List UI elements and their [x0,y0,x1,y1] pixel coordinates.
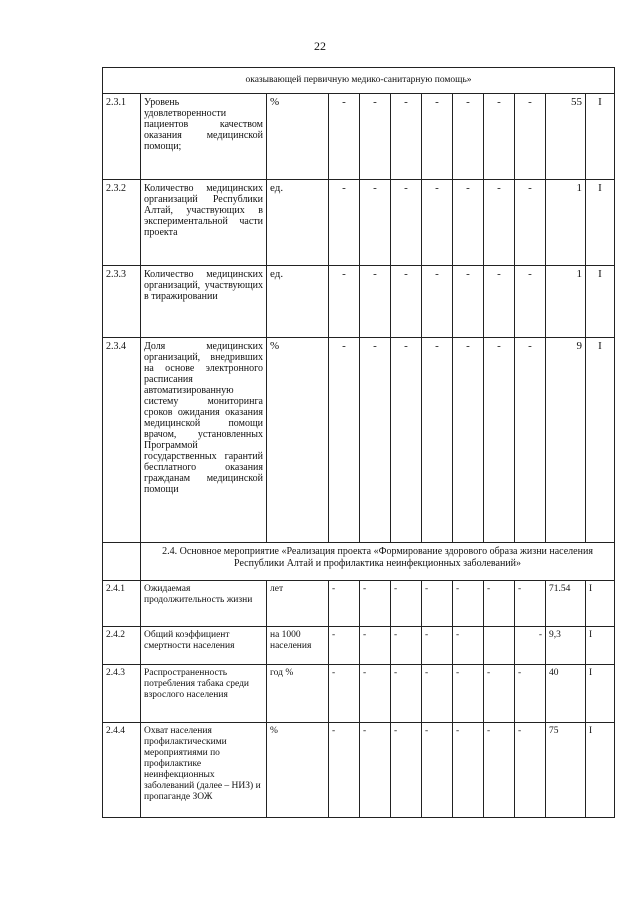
year-value: - [453,338,484,543]
category: I [586,581,615,627]
year-value: - [453,723,484,818]
row-name: Ожидаемая продолжительность жизни [141,581,267,627]
year-value: - [329,627,360,665]
year-value: - [329,581,360,627]
row-unit: год % [267,665,329,723]
year-value: - [422,338,453,543]
year-value: - [515,266,546,338]
year-value: - [422,94,453,180]
target-value: 9 [546,338,586,543]
target-value: 1 [546,180,586,266]
year-value: - [515,723,546,818]
year-value: - [329,94,360,180]
row-number: 2.3.3 [103,266,141,338]
year-value: - [391,581,422,627]
year-value: - [391,266,422,338]
year-value: - [453,665,484,723]
year-value: - [515,627,546,665]
table-row [103,581,615,627]
year-value: - [360,94,391,180]
year-value: - [484,266,515,338]
target-value: 75 [546,723,586,818]
row-unit: % [267,338,329,543]
table-row [103,627,615,665]
target-value: 55 [546,94,586,180]
year-value: - [360,581,391,627]
row-name: Доля медицинских организаций, внедривших на основе электронного расписания автоматизированную систему мониторинга сроков ожидания оказания медицинской помощи врачом, установленных Программой государственных гарантий бесплатного оказания гражданам медицинской помощи [141,338,267,543]
year-value: - [360,627,391,665]
year-value: - [391,723,422,818]
year-value: - [329,266,360,338]
year-value: - [484,94,515,180]
section-header-row [103,543,615,581]
row-number: 2.4.2 [103,627,141,665]
section-title: 2.4. Основное мероприятие «Реализация проекта «Формирование здорового образа жизни населения Республики Алтай и профилактика неинфекционных заболеваний» [141,543,615,581]
year-value: - [422,723,453,818]
row-unit: на 1000 населения [267,627,329,665]
row-number: 2.3.4 [103,338,141,543]
category: I [586,180,615,266]
year-value: - [453,581,484,627]
row-number: 2.4.1 [103,581,141,627]
section-header-row [103,68,615,94]
year-value: - [484,338,515,543]
year-value [484,627,515,665]
row-unit: лет [267,581,329,627]
year-value: - [329,665,360,723]
category: I [586,723,615,818]
year-value: - [515,180,546,266]
year-value: - [391,665,422,723]
row-unit: % [267,723,329,818]
row-unit: ед. [267,266,329,338]
year-value: - [484,723,515,818]
row-number: 2.4.3 [103,665,141,723]
indicators-table [102,67,615,818]
target-value: 1 [546,266,586,338]
page-number: 22 [314,39,326,53]
year-value: - [515,338,546,543]
year-value: - [453,627,484,665]
category: I [586,665,615,723]
row-name: Количество медицинских организаций Республики Алтай, участвующих в экспериментальной части проекта [141,180,267,266]
row-number: 2.4.4 [103,723,141,818]
year-value: - [453,180,484,266]
year-value: - [484,665,515,723]
target-value: 71.54 [546,581,586,627]
year-value: - [391,627,422,665]
row-number: 2.3.2 [103,180,141,266]
year-value: - [422,665,453,723]
category: I [586,338,615,543]
table-row [103,723,615,818]
year-value: - [360,723,391,818]
row-name: Распространенность потребления табака среди взрослого населения [141,665,267,723]
row-unit: ед. [267,180,329,266]
year-value: - [422,180,453,266]
year-value: - [360,180,391,266]
target-value: 9,3 [546,627,586,665]
year-value: - [329,180,360,266]
year-value: - [360,338,391,543]
table-row [103,338,615,543]
year-value: - [484,581,515,627]
year-value: - [515,581,546,627]
year-value: - [422,627,453,665]
row-name: Общий коэффициент смертности населения [141,627,267,665]
row-name: Уровень удовлетворенности пациентов качеством оказания медицинской помощи; [141,94,267,180]
year-value: - [329,723,360,818]
target-value: 40 [546,665,586,723]
table-row [103,94,615,180]
year-value: - [515,665,546,723]
year-value: - [453,266,484,338]
year-value: - [422,266,453,338]
year-value: - [391,180,422,266]
row-name: Количество медицинских организаций, участвующих в тиражировании [141,266,267,338]
table-row [103,665,615,723]
category: I [586,627,615,665]
year-value: - [453,94,484,180]
year-value: - [391,94,422,180]
section-title: оказывающей первичную медико-санитарную помощь» [103,68,615,94]
category: I [586,266,615,338]
row-unit: % [267,94,329,180]
row-number: 2.3.1 [103,94,141,180]
row-name: Охват населения профилактическими мероприятиями по профилактике неинфекционных заболеваний (далее – НИЗ) и пропаганде ЗОЖ [141,723,267,818]
year-value: - [360,266,391,338]
year-value: - [515,94,546,180]
year-value: - [360,665,391,723]
category: I [586,94,615,180]
year-value: - [422,581,453,627]
table-row [103,266,615,338]
year-value: - [391,338,422,543]
year-value: - [484,180,515,266]
year-value: - [329,338,360,543]
table-row [103,180,615,266]
